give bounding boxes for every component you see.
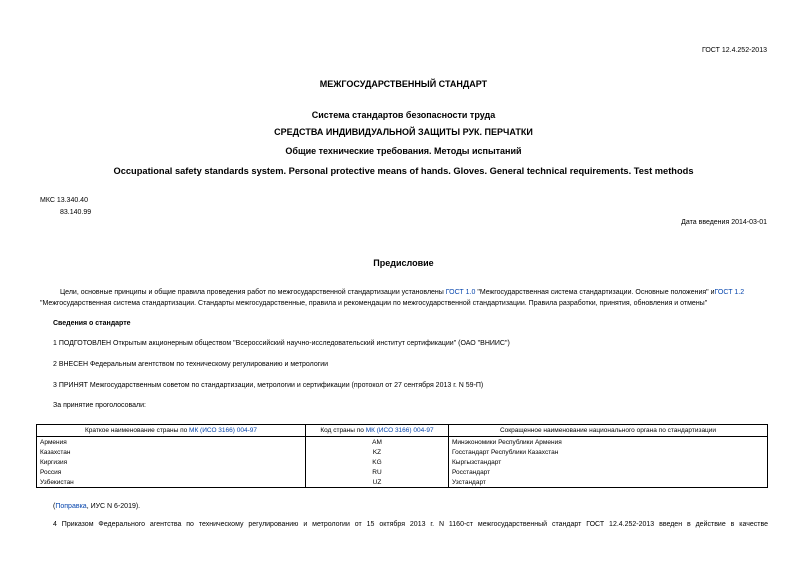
header-country: [37, 425, 306, 437]
header-org: Сокращенное наименование национального органа по стандартизации: [449, 425, 768, 437]
item-prepared: 1 ПОДГОТОВЛЕН Открытым акционерным обществом "Всероссийский научно-исследовательский институт сертификации" (ОАО "ВНИИС"): [53, 340, 510, 347]
item-adopted: 3 ПРИНЯТ Межгосударственным советом по стандартизации, метрологии и сертификации (протокол от 27 сентября 2013 г. N 59-П): [53, 382, 484, 389]
preface-heading: Предисловие: [373, 258, 434, 268]
org-cell: Узстандарт: [449, 477, 768, 488]
country-cell: Узбекистан: [37, 477, 306, 488]
amendment-link[interactable]: Поправка: [55, 503, 87, 510]
document-type-title: МЕЖГОСУДАРСТВЕННЫЙ СТАНДАРТ: [319, 79, 488, 89]
standard-title: СРЕДСТВА ИНДИВИДУАЛЬНОЙ ЗАЩИТЫ РУК. ПЕРЧАТКИ: [274, 127, 533, 137]
code-cell: AM: [306, 437, 449, 448]
preface-text-3: "Межгосударственная система стандартизации. Стандарты межгосударственные, правила и рекомендации по межгосударственной стандартизации. Правила разработки, принятия, обновления и отмены": [40, 300, 708, 307]
voted-label: За принятие проголосовали:: [53, 402, 146, 409]
code-cell: UZ: [306, 477, 449, 488]
org-cell: Минэкономики Республики Армения: [449, 437, 768, 448]
introduction-date: Дата введения 2014-03-01: [681, 219, 767, 226]
standards-system-subtitle: Система стандартов безопасности труда: [311, 110, 496, 120]
code-cell: KZ: [306, 447, 449, 457]
country-cell: Армения: [37, 437, 306, 448]
code-cell: KG: [306, 457, 449, 467]
amend-open-paren: (: [53, 503, 56, 510]
mks-code-2: 83.140.99: [60, 209, 92, 216]
preface-text-2: "Межгосударственная система стандартизации. Основные положения" и: [475, 289, 715, 296]
gost-1-0-link[interactable]: ГОСТ 1.0: [445, 289, 476, 296]
mks-code-1: МКС 13.340.40: [40, 197, 88, 204]
table-row: [37, 467, 768, 477]
item-submitted: 2 ВНЕСЕН Федеральным агентством по техническому регулированию и метрологии: [53, 361, 329, 368]
english-title: Occupational safety standards system. Personal protective means of hands. Gloves. General technical requirements. Test methods: [113, 166, 694, 176]
table-header-row: [37, 425, 768, 437]
country-cell: Казахстан: [37, 447, 306, 457]
header-code: [306, 425, 449, 437]
table-row: [37, 437, 768, 448]
org-cell: Росстандарт: [449, 467, 768, 477]
code-cell: RU: [306, 467, 449, 477]
standard-subtitle: Общие технические требования. Методы испытаний: [285, 146, 522, 156]
item-enacted: 4 Приказом Федерального агентства по техническому регулированию и метрологии от 15 октября 2013 г. N 1160-ст межгосударственный стандарт ГОСТ 12.4.252-2013 введен в действие в качестве: [53, 521, 768, 528]
preface-text-1: Цели, основные принципы и общие правила проведения работ по межгосударственной стандартизации установлены: [60, 289, 446, 296]
org-cell: Кыргызстандарт: [449, 457, 768, 467]
org-cell: Госстандарт Республики Казахстан: [449, 447, 768, 457]
table-row: [37, 477, 768, 488]
preface-paragraph: [40, 287, 768, 309]
voting-states-table: [36, 424, 768, 488]
amendment-note: [53, 503, 140, 510]
header-country-text: Краткое наименование страны по: [85, 427, 190, 434]
gost-1-2-link[interactable]: ГОСТ 1.2: [714, 289, 745, 296]
country-cell: Киргизия: [37, 457, 306, 467]
mk-iso-link-country[interactable]: МК (ИСО 3166) 004-97: [189, 427, 257, 434]
gost-code: ГОСТ 12.4.252-2013: [701, 47, 767, 54]
table-row: [37, 447, 768, 457]
standard-info-heading: Сведения о стандарте: [53, 320, 131, 327]
amend-rest-text: , ИУС N 6-2019).: [86, 503, 141, 510]
table-row: [37, 457, 768, 467]
mk-iso-link-code[interactable]: МК (ИСО 3166) 004-97: [365, 427, 434, 434]
header-code-text: Код страны по: [320, 427, 366, 434]
country-cell: Россия: [37, 467, 306, 477]
